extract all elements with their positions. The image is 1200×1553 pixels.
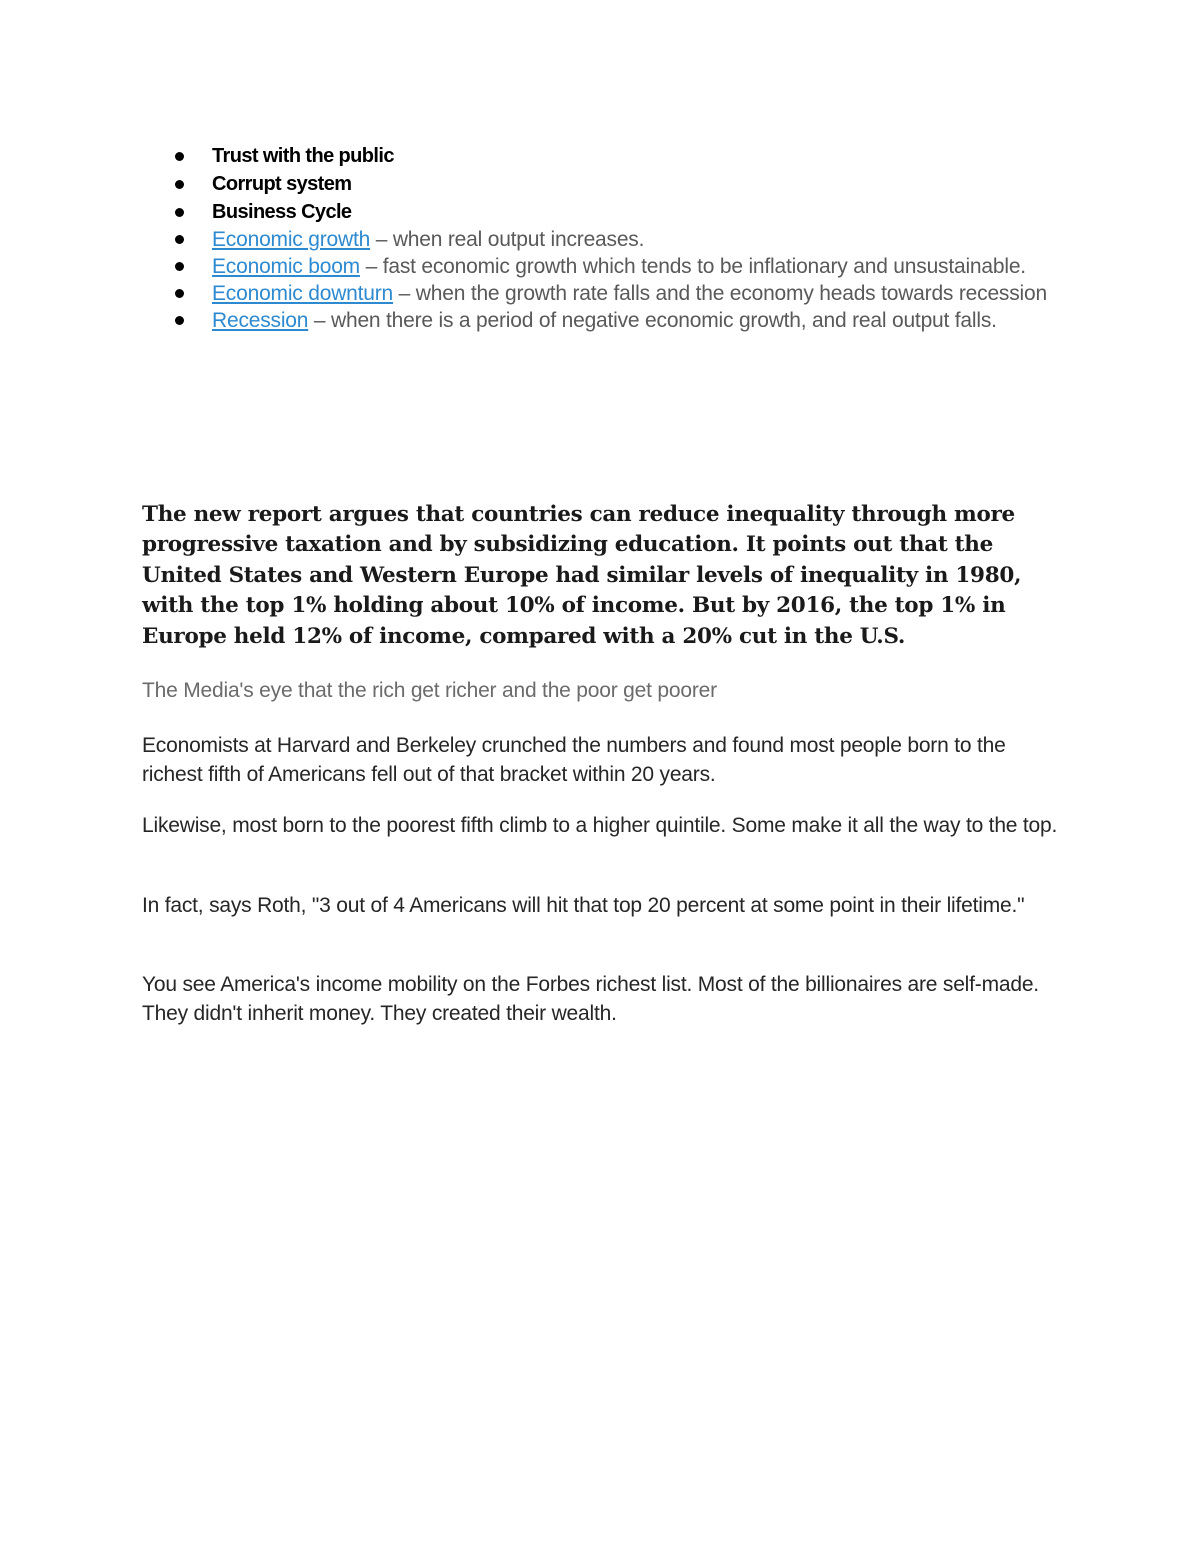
bullet-icon bbox=[175, 152, 184, 161]
term-link-economic-growth[interactable]: Economic growth bbox=[212, 228, 371, 251]
term-link-economic-downturn[interactable]: Economic downturn bbox=[212, 282, 394, 305]
list-item bbox=[172, 280, 1072, 307]
bullet-list bbox=[172, 142, 1072, 334]
bullet-icon bbox=[175, 289, 184, 298]
list-item bbox=[172, 170, 1072, 198]
list-item bbox=[172, 253, 1072, 280]
body-paragraph: Economists at Harvard and Berkeley crunched the numbers and found most people born to the richest fifth of Americans fell out of that bracket within 20 years. bbox=[142, 734, 1006, 786]
bullet-text: Business Cycle bbox=[212, 201, 352, 223]
bullet-icon bbox=[175, 262, 184, 271]
list-item bbox=[172, 226, 1072, 253]
term-definition: – when the growth rate falls and the economy heads towards recession bbox=[393, 282, 1047, 305]
body-paragraph: You see America's income mobility on the Forbes richest list. Most of the billionaires are self-made. They didn't inherit money. They created their wealth. bbox=[142, 973, 1039, 1025]
bullet-icon bbox=[175, 235, 184, 244]
list-item bbox=[172, 198, 1072, 226]
list-item bbox=[172, 307, 1072, 334]
list-item bbox=[172, 142, 1072, 170]
report-paragraph: The new report argues that countries can reduce inequality through more progressive taxation and by subsidizing education. It points out that the United States and Western Europe had similar levels of inequality in 1980, with the top 1% holding about 10% of income. But by 2016, the top 1% in Europe held 12% of income, compared with a 20% cut in the U.S. bbox=[142, 502, 1022, 649]
term-definition: – when real output increases. bbox=[370, 228, 645, 251]
bullet-icon bbox=[175, 180, 184, 189]
bullet-icon bbox=[175, 208, 184, 217]
term-link-recession[interactable]: Recession bbox=[212, 309, 309, 332]
media-line: The Media's eye that the rich get richer and the poor get poorer bbox=[142, 679, 717, 702]
term-definition: – fast economic growth which tends to be inflationary and unsustainable. bbox=[359, 255, 1026, 278]
term-link-economic-boom[interactable]: Economic boom bbox=[212, 255, 360, 278]
bullet-text: Corrupt system bbox=[212, 173, 352, 195]
bullet-icon bbox=[175, 316, 184, 325]
body-paragraph: Likewise, most born to the poorest fifth climb to a higher quintile. Some make it all the way to the top. bbox=[142, 814, 1058, 837]
term-definition: – when there is a period of negative economic growth, and real output falls. bbox=[308, 309, 997, 332]
body-paragraph: In fact, says Roth, "3 out of 4 Americans will hit that top 20 percent at some point in their lifetime." bbox=[142, 894, 1025, 917]
bullet-text: Trust with the public bbox=[212, 145, 394, 167]
